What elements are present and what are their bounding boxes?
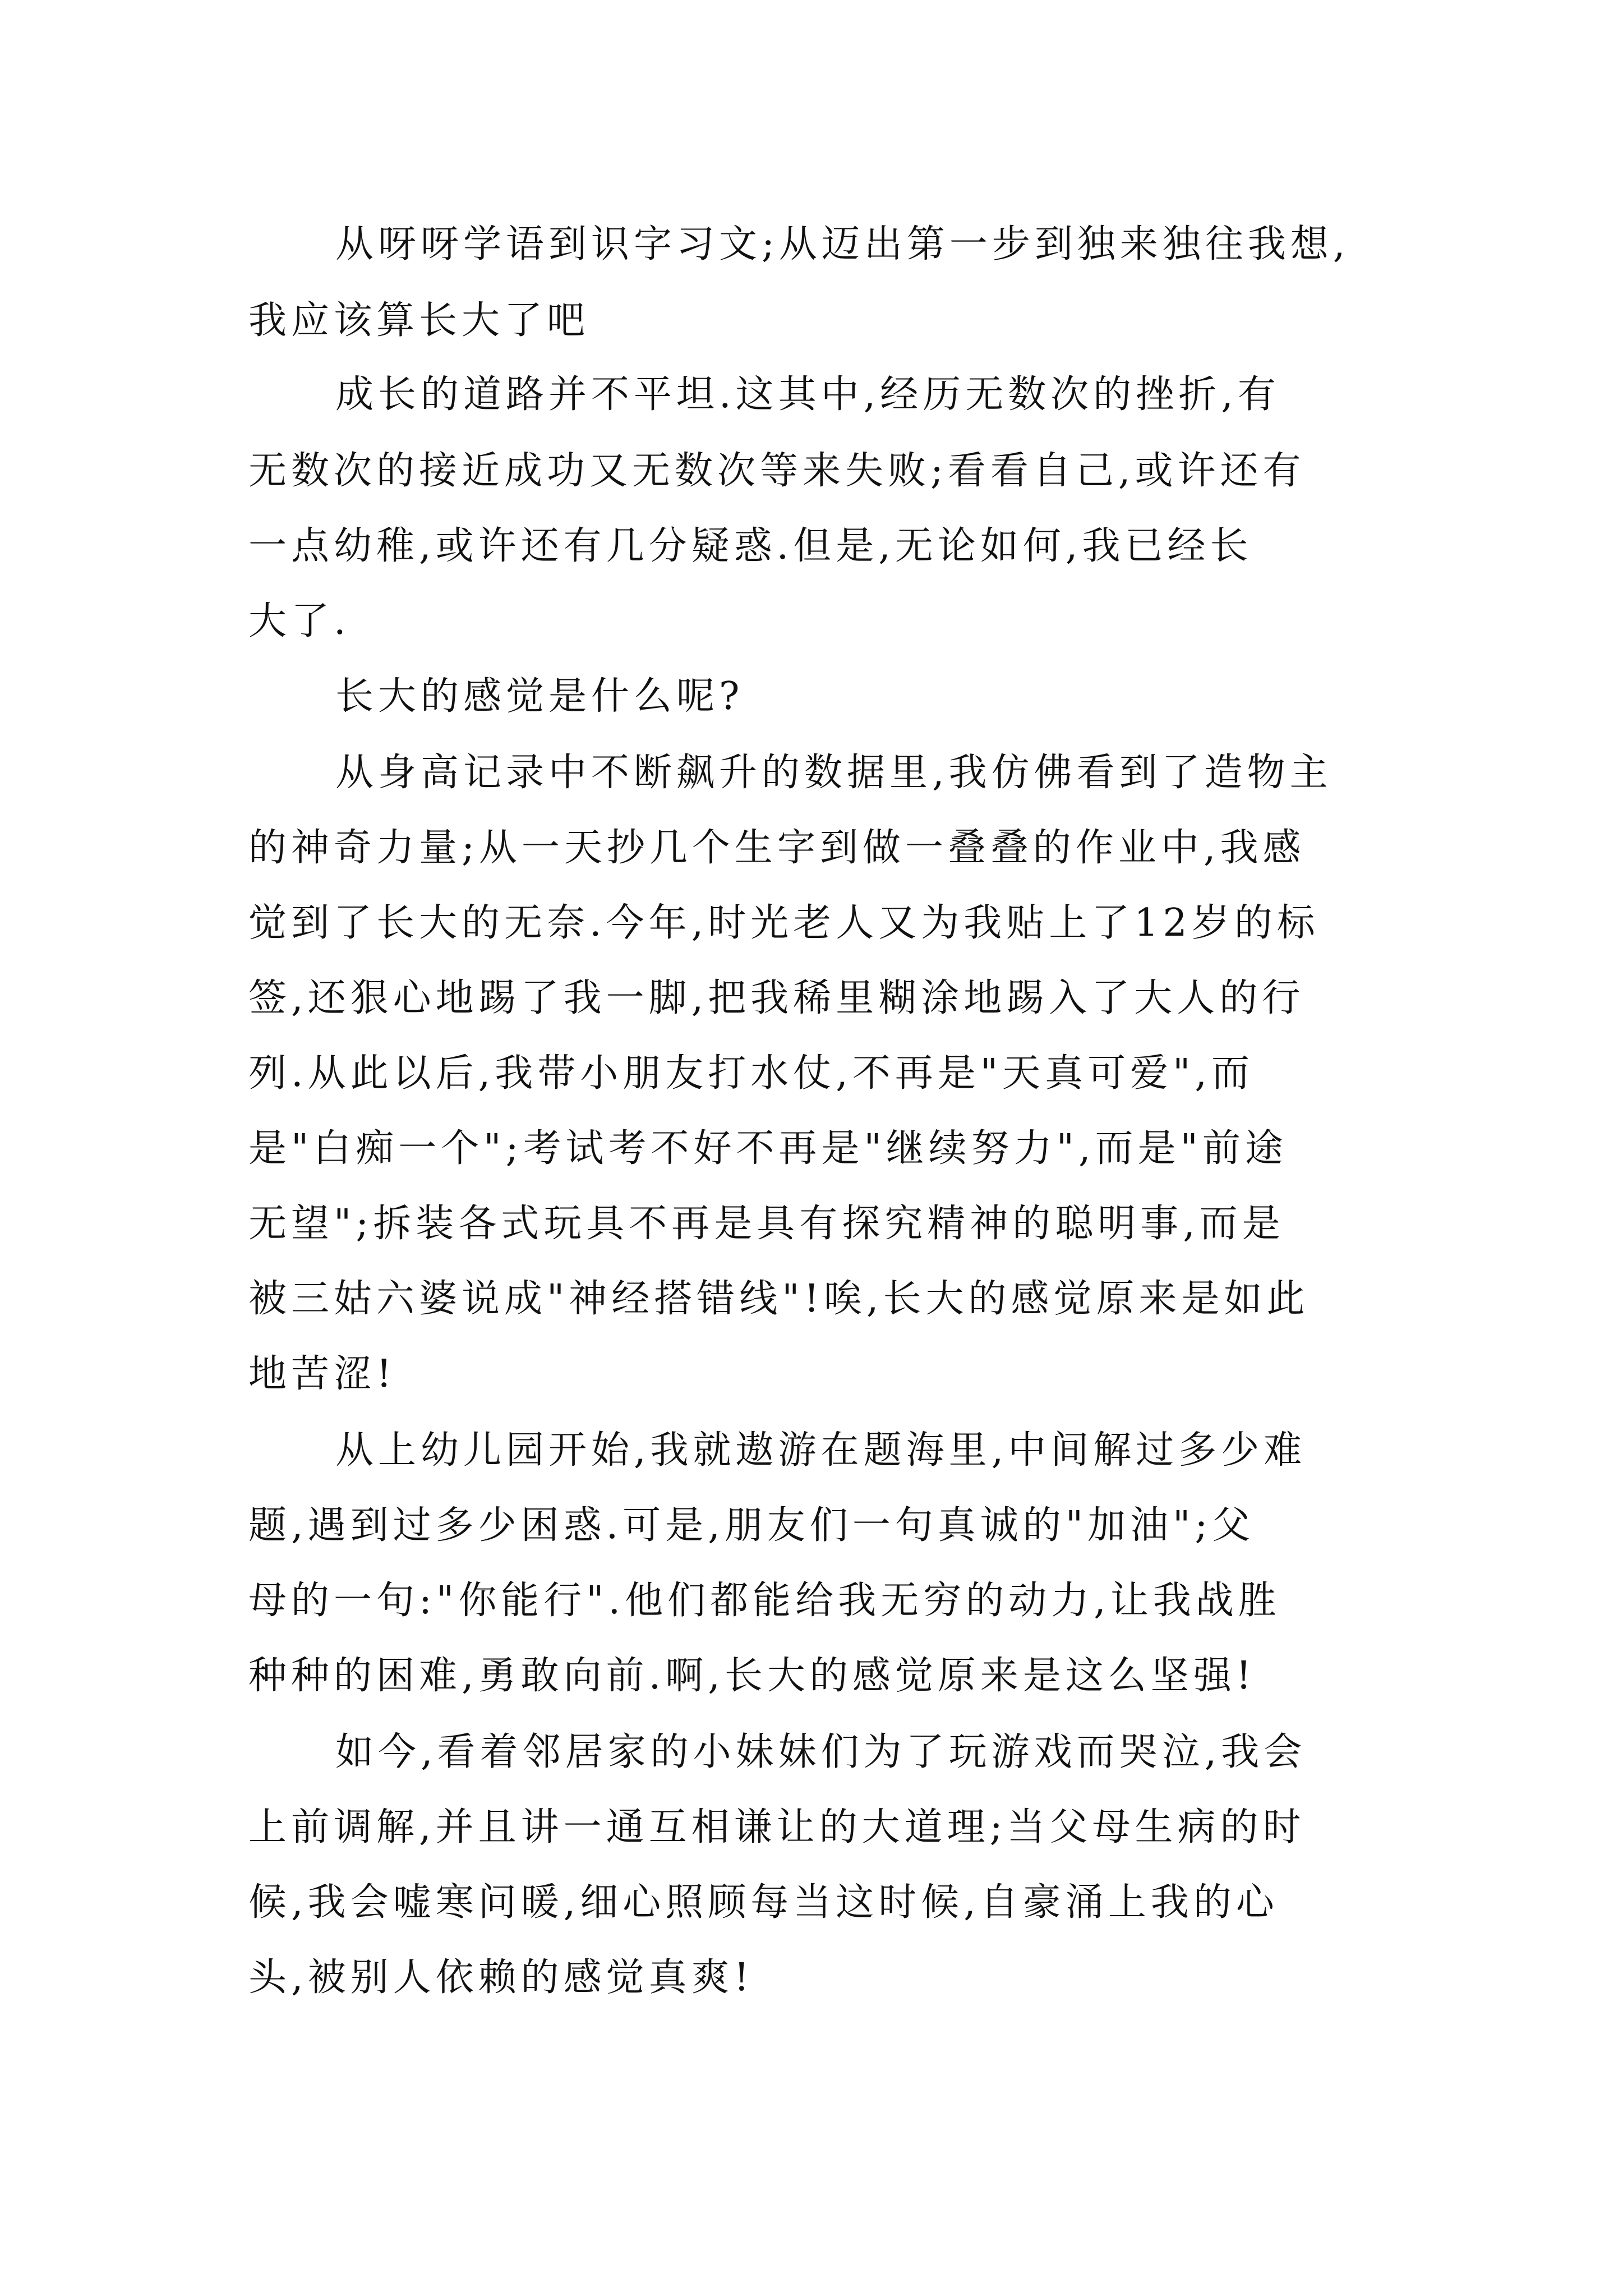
paragraph-5-line-3: 母的一句:"你能行".他们都能给我无穷的动力,让我战胜 (248, 1579, 1281, 1623)
paragraph-4-line-8: 被三姑六婆说成"神经搭错线"!唉,长大的感觉原来是如此 (248, 1277, 1310, 1321)
paragraph-1-line-2: 我应该算长大了吧 (248, 298, 590, 343)
paragraph-1-line-1: 从呀呀学语到识字习文;从迈出第一步到独来独往我想, (335, 222, 1350, 266)
paragraph-2-line-3: 一点幼稚,或许还有几分疑惑.但是,无论如何,我已经长 (248, 524, 1253, 568)
paragraph-2-line-1: 成长的道路并不平坦.这其中,经历无数次的挫折,有 (335, 372, 1280, 417)
paragraph-4-line-1: 从身高记录中不断飙升的数据里,我仿佛看到了造物主 (335, 751, 1332, 795)
paragraph-6-line-2: 上前调解,并且讲一通互相谦让的大道理;当父母生病的时 (248, 1805, 1306, 1849)
paragraph-4-line-2: 的神奇力量;从一天抄几个生字到做一叠叠的作业中,我感 (248, 826, 1306, 870)
paragraph-4-line-9: 地苦涩! (248, 1352, 396, 1396)
paragraph-5-line-4: 种种的困难,勇敢向前.啊,长大的感觉原来是这么坚强! (248, 1654, 1256, 1698)
paragraph-5-line-1: 从上幼儿园开始,我就遨游在题海里,中间解过多少难 (335, 1428, 1307, 1473)
paragraph-6-line-3: 候,我会嘘寒问暖,细心照顾每当这时候,自豪涌上我的心 (248, 1880, 1279, 1925)
paragraph-4-line-3: 觉到了长大的无奈.今年,时光老人又为我贴上了12岁的标 (248, 901, 1320, 945)
paragraph-5-line-2: 题,遇到过多少困惑.可是,朋友们一句真诚的"加油";父 (248, 1503, 1255, 1548)
paragraph-4-line-4: 签,还狠心地踢了我一脚,把我稀里糊涂地踢入了大人的行 (248, 976, 1305, 1020)
paragraph-6-line-4: 头,被别人依赖的感觉真爽! (248, 1955, 754, 2000)
paragraph-4-line-6: 是"白痴一个";考试考不好不再是"继续努力",而是"前途 (248, 1126, 1288, 1171)
paragraph-3-line-1: 长大的感觉是什么呢? (335, 674, 744, 719)
paragraph-2-line-2: 无数次的接近成功又无数次等来失败;看看自己,或许还有 (248, 449, 1306, 493)
paragraph-4-line-5: 列.从此以后,我带小朋友打水仗,不再是"天真可爱",而 (248, 1051, 1255, 1096)
paragraph-6-line-1: 如今,看着邻居家的小妹妹们为了玩游戏而哭泣,我会 (335, 1730, 1307, 1774)
paragraph-2-line-4: 大了. (248, 599, 351, 643)
paragraph-4-line-7: 无望";拆装各式玩具不再是具有探究精神的聪明事,而是 (248, 1202, 1285, 1246)
